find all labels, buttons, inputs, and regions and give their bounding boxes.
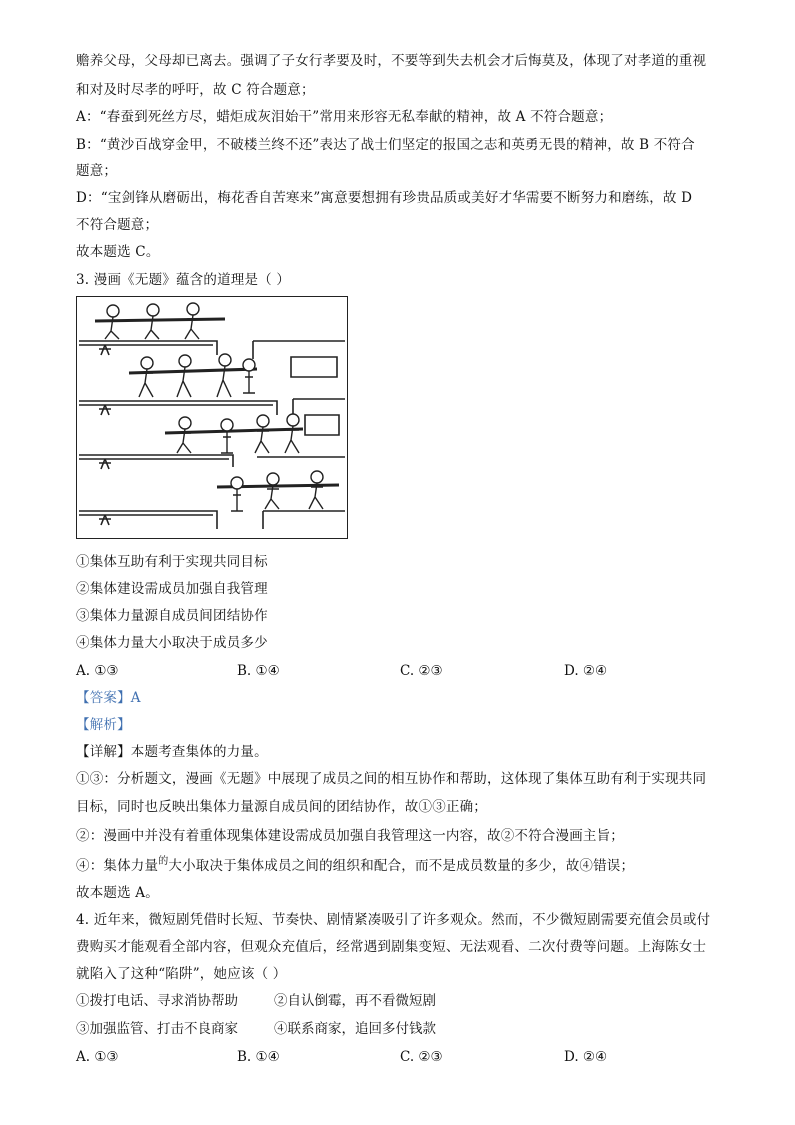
comic-drawing <box>77 297 347 538</box>
prev-conclusion: 故本题选 C。 <box>76 244 160 260</box>
q3-conclusion: 故本题选 A。 <box>76 885 159 901</box>
q3-option-a: A. ①③ <box>76 663 119 679</box>
q3-detail-heading: 【详解】本题考查集体的力量。 <box>76 744 268 760</box>
q3-p4-part-b: 大小取决于集体成员之间的组织和配合，而不是成员数量的多少，故④错误； <box>168 858 635 874</box>
q3-option-b: B. ①④ <box>237 663 280 679</box>
q4-option-a: A. ①③ <box>76 1049 119 1065</box>
prev-analysis-option-a: A：“春蚕到死丝方尽，蜡炬成灰泪始干”常用来形容无私奉献的精神，故 A 不符合题意； <box>76 109 613 125</box>
q3-analysis-p1-line2: 目标，同时也反映出集体力量源自成员间的团结协作，故①③正确； <box>76 799 487 815</box>
prev-analysis-line-1: 赡养父母，父母却已离去。强调了子女行孝要及时，不要等到失去机会才后悔莫及，体现了对孝道的重视 <box>76 53 707 69</box>
prev-analysis-line-2: 和对及时尽孝的呼吁，故 C 符合题意； <box>76 82 315 98</box>
q3-analysis-label: 【解析】 <box>76 717 131 733</box>
prev-analysis-option-b-2: 题意； <box>76 163 118 179</box>
comic-image <box>76 296 348 539</box>
q4-stem-line-3: 就陷入了这种“陷阱”，她应该（ ） <box>76 966 287 982</box>
q4-option-b: B. ①④ <box>237 1049 280 1065</box>
q4-option-d: D. ②④ <box>564 1049 608 1065</box>
q3-statement-4: ④集体力量大小取决于成员多少 <box>76 635 268 651</box>
q3-statement-2: ②集体建设需成员加强自我管理 <box>76 581 268 597</box>
q4-statement-2: ②自认倒霉，再不看微短剧 <box>274 993 436 1009</box>
q3-statement-1: ①集体互助有利于实现共同目标 <box>76 554 268 570</box>
q3-p4-part-a: ④：集体力量 <box>76 858 159 874</box>
q4-stem-line-1: 4. 近年来，微短剧凭借时长短、节奏快、剧情紧凑吸引了许多观众。然而，不少微短剧需要充值会员或付 <box>76 912 711 928</box>
prev-analysis-option-d-1: D：“宝剑锋从磨砺出，梅花香自苦寒来”寓意要想拥有珍贵品质或美好才华需要不断努力和磨练，故 D <box>76 190 693 206</box>
q4-statement-1: ①拨打电话、寻求消协帮助 <box>76 993 238 1009</box>
prev-analysis-option-b-1: B：“黄沙百战穿金甲，不破楼兰终不还”表达了战士们坚定的报国之志和英勇无畏的精神，故 B 不符合 <box>76 137 695 153</box>
q3-analysis-p1-line1: ①③：分析题文，漫画《无题》中展现了成员之间的相互协作和帮助，这体现了集体互助有利于实现共同 <box>76 771 707 787</box>
q3-p4-sup: 的 <box>158 856 169 867</box>
q4-statement-3: ③加强监管、打击不良商家 <box>76 1021 238 1037</box>
q3-analysis-p4 <box>76 857 634 877</box>
prev-analysis-option-d-2: 不符合题意； <box>76 217 159 233</box>
q4-stem-line-2: 费购买才能观看全部内容，但观众充值后，经常遇到剧集变短、无法观看、二次付费等问题。上海陈女士 <box>76 939 707 955</box>
q3-analysis-p2: ②：漫画中并没有着重体现集体建设需成员加强自我管理这一内容，故②不符合漫画主旨； <box>76 828 624 844</box>
q3-answer: 【答案】A <box>76 690 141 706</box>
q4-statement-4: ④联系商家，追回多付钱款 <box>274 1021 436 1037</box>
q3-option-c: C. ②③ <box>400 663 443 679</box>
q4-option-c: C. ②③ <box>400 1049 443 1065</box>
q3-option-d: D. ②④ <box>564 663 608 679</box>
q3-statement-3: ③集体力量源自成员间团结协作 <box>76 608 268 624</box>
q3-stem: 3. 漫画《无题》蕴含的道理是（ ） <box>76 272 291 288</box>
